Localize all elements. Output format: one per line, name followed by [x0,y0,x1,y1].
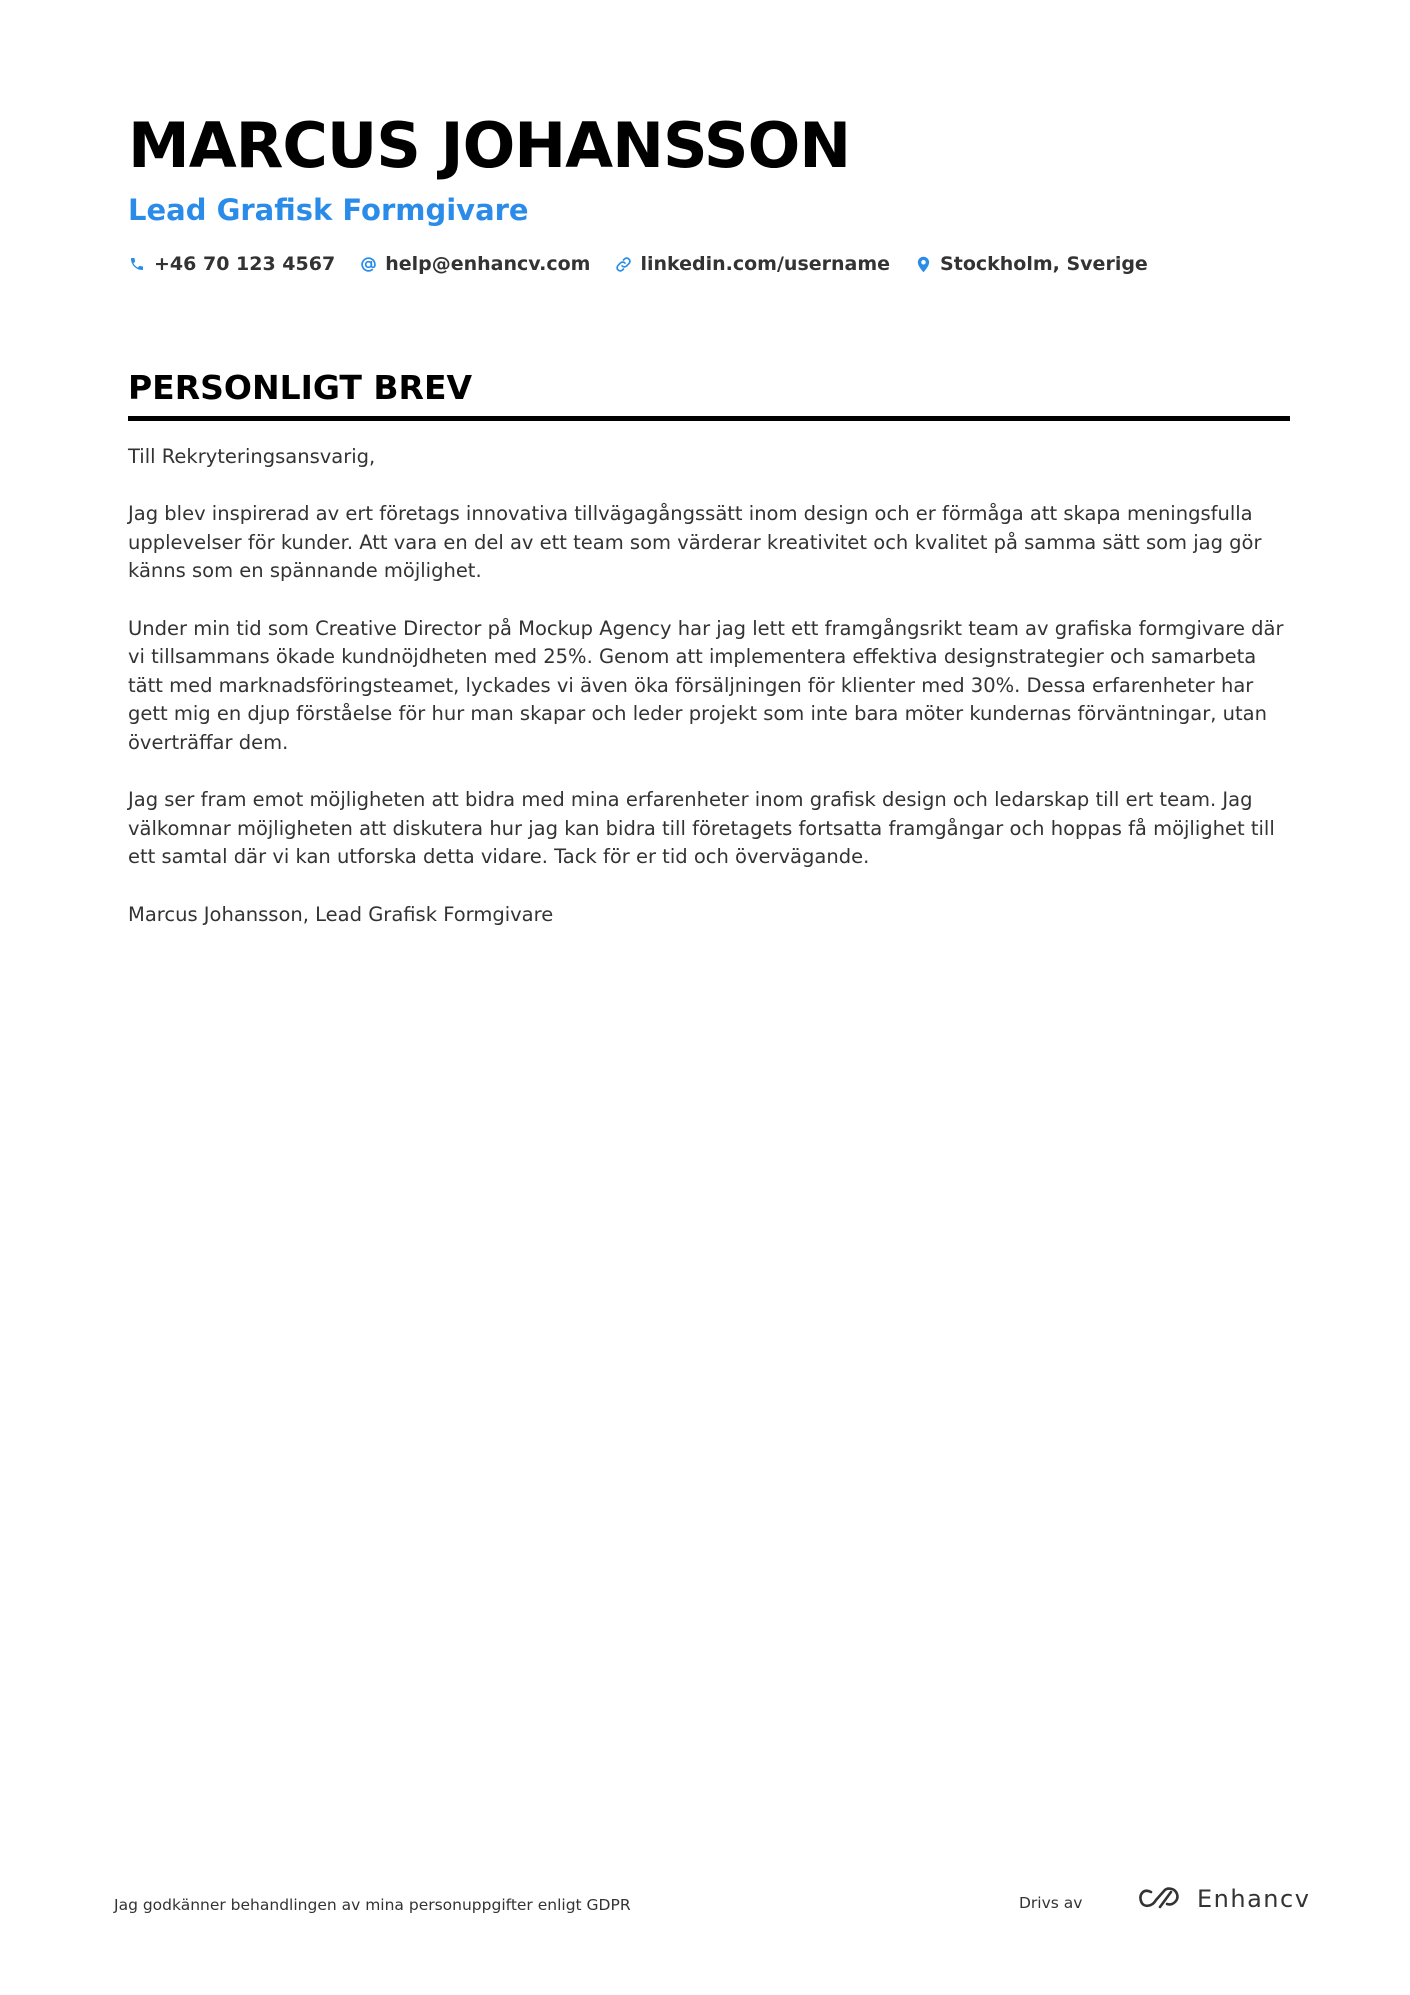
contact-location [914,253,1148,275]
powered-by-label: Drivs av [1019,1894,1083,1912]
phone-text: +46 70 123 4567 [154,253,336,275]
at-icon [359,255,377,273]
job-title: Lead Grafisk Formgivare [128,193,529,227]
location-text: Stockholm, Sverige [940,253,1148,275]
letter-paragraph: Jag blev inspirerad av ert företags innovativa tillvägagångssätt inom design och er förmåga att skapa meningsfulla upplevelser för kunder. Att vara en del av ett team som värderar kreativitet och kvalitet på samma sätt som jag gör känns som en spännande möjlighet. [128,502,1262,583]
brand-name: Enhancv [1197,1885,1311,1913]
contact-row [128,253,1288,275]
candidate-name: MARCUS JOHANSSON [128,109,851,182]
enhancv-brand-link[interactable] [1137,1884,1310,1914]
signature: Marcus Johansson, Lead Grafisk Formgivare [128,902,554,926]
contact-email[interactable] [359,253,590,275]
phone-icon [128,255,146,273]
section-divider [128,416,1290,421]
footer [114,1880,1311,1930]
linkedin-text: linkedin.com/username [640,253,891,275]
salutation: Till Rekryteringsansvarig, [128,445,376,468]
header [128,108,1288,275]
email-text: help@enhancv.com [385,253,591,275]
location-pin-icon [914,255,932,273]
contact-linkedin[interactable] [614,253,890,275]
link-icon [614,255,632,273]
gdpr-consent-text: Jag godkänner behandlingen av mina personuppgifter enligt GDPR [114,1896,631,1914]
enhancv-logo-icon [1137,1884,1183,1914]
letter-paragraph: Under min tid som Creative Director på Mockup Agency har jag lett ett framgångsrikt team av grafiska formgivare där vi tillsammans ökade kundnöjdheten med 25%. Genom att implementera effektiva designstrategier och samarbeta tätt med marknadsföringsteamet, lyckades vi även öka försäljningen för klienter med 30%. Dessa erfarenheter har gett mig en djup förståelse för hur man skapar och leder projekt som inte bara möter kundernas förväntningar, utan överträffar dem. [128,616,1284,754]
cover-letter-section [128,366,1290,958]
contact-phone[interactable] [128,253,335,275]
section-heading: PERSONLIGT BREV [128,368,473,407]
letter-body [128,443,1290,929]
letter-paragraph: Jag ser fram emot möjligheten att bidra med mina erfarenheter inom grafisk design och ledarskap till ert team. Jag välkomnar möjligheten att diskutera hur jag kan bidra till företagets fortsatta framgångar och hoppas få möjlighet till ett samtal där vi kan utforska detta vidare. Tack för er tid och övervägande. [128,788,1275,869]
